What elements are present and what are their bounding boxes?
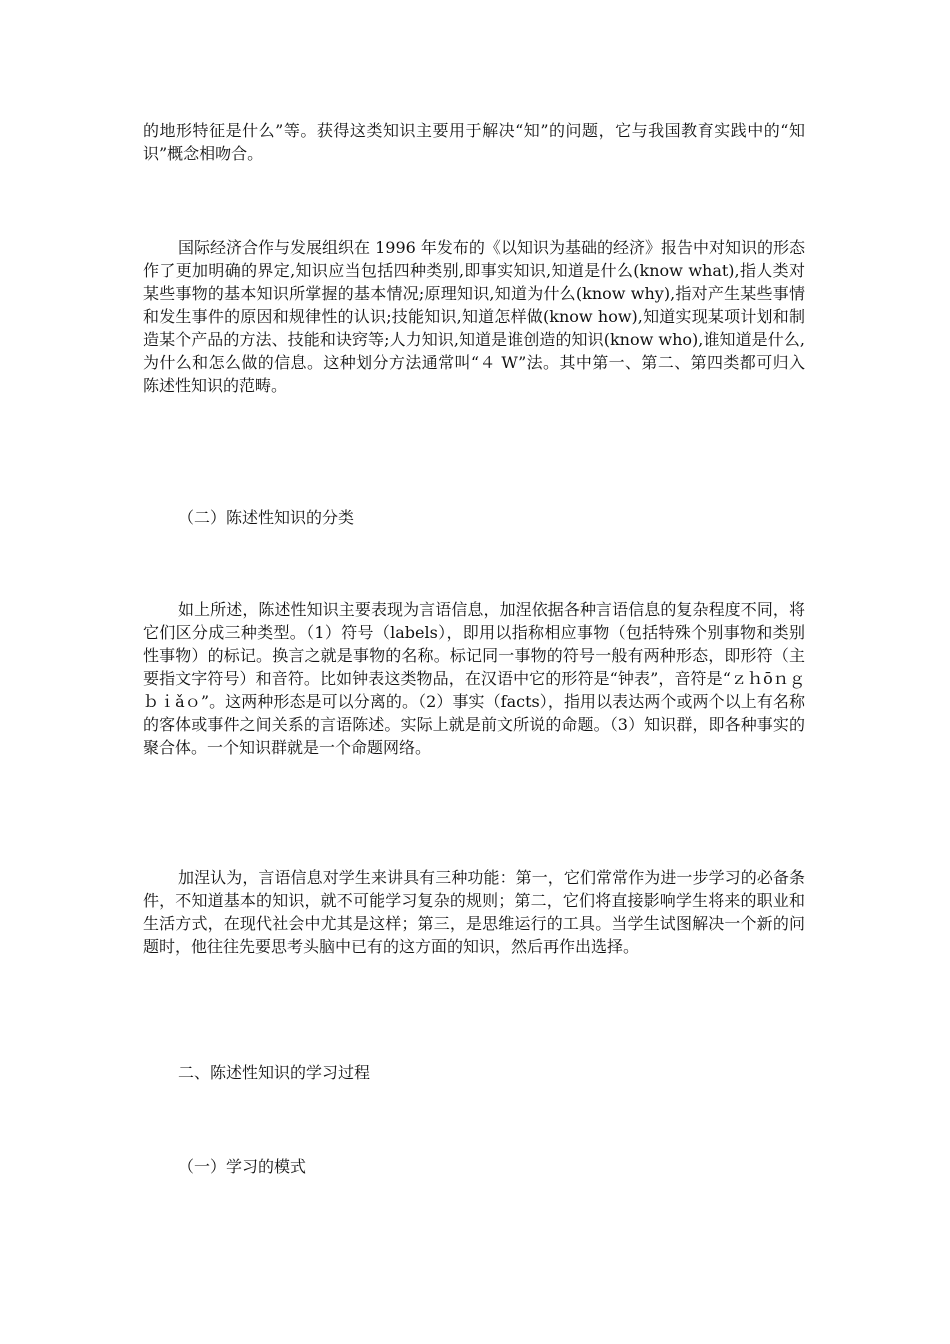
heading-learning-model: （一）学习的模式 — [178, 1157, 307, 1176]
heading-learning-process: 二、陈述性知识的学习过程 — [178, 1063, 371, 1082]
heading-declarative-knowledge-classification: （二）陈述性知识的分类 — [178, 508, 355, 527]
paragraph-oecd-knowledge-types: 国际经济合作与发展组织在 1996 年发布的《以知识为基础的经济》报告中对知识的形态作了更加明确的界定,知识应当包括四种类别,即事实知识,知道是什么(know what),指人类对某些事物的基本知识所掌握的基本情况;原理知识,知道为什么(know why),指对产生某些事情和发生事件的原因和规律性的认识;技能知识,知道怎样做(know how),知道实现某项计划和制造某个产品的方法、技能和诀窍等;人力知识,知道是谁创造的知识(know who),谁知道是什么,为什么和怎么做的信息。这种划分方法通常叫“４ W”法。其中第一、第二、第四类都可归入陈述性知识的范畴。 — [143, 238, 805, 395]
paragraph-terrain-continuation: 的地形特征是什么”等。获得这类知识主要用于解决“知”的问题，它与我国教育实践中的“知识”概念相吻合。 — [143, 121, 805, 163]
paragraph-gagne-three-types: 如上所述，陈述性知识主要表现为言语信息，加涅依据各种言语信息的复杂程度不同，将它们区分成三种类型。（1）符号（labels），即用以指称相应事物（包括特殊个别事物和类别性事物）的标记。换言之就是事物的名称。标记同一事物的符号一般有两种形态，即形符（主要指文字符号）和音符。比如钟表这类物品，在汉语中它的形符是“钟表”，音符是“ｚｈōｎｇｂｉǎｏ”。这两种形态是可以分离的。（2）事实（facts），指用以表达两个或两个以上有名称的客体或事件之间关系的言语陈述。实际上就是前文所说的命题。（3）知识群，即各种事实的聚合体。一个知识群就是一个命题网络。 — [143, 600, 805, 757]
paragraph-gagne-three-functions: 加涅认为，言语信息对学生来讲具有三种功能：第一，它们常常作为进一步学习的必备条件，不知道基本的知识，就不可能学习复杂的规则；第二，它们将直接影响学生将来的职业和生活方式，在现代社会中尤其是这样；第三，是思维运行的工具。当学生试图解决一个新的问题时，他往往先要思考头脑中已有的这方面的知识，然后再作出选择。 — [143, 868, 805, 956]
